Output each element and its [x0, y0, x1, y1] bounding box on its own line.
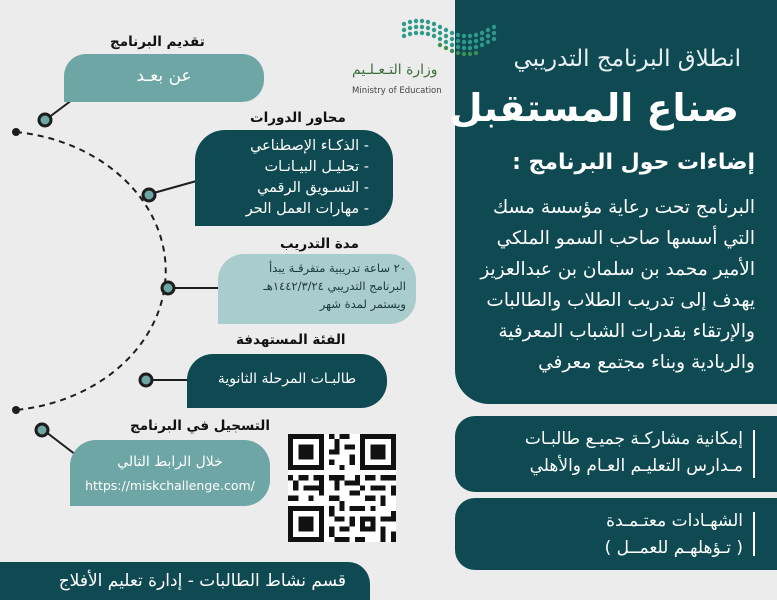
ministry-name-english: Ministry of Education — [352, 86, 442, 96]
description-line: الأمير محمد بن سلمان بن عبدالعزيز — [480, 259, 755, 280]
qr-code-icon[interactable] — [288, 434, 396, 542]
duration-line: ٢٠ ساعة تدريبية متفرقـة يبدأ — [269, 261, 406, 275]
topic-item: - الذكـاء الإصطناعي — [250, 138, 369, 154]
duration-heading: مدة التدريب — [280, 236, 359, 252]
certificates-line: ( تـؤهلهـم للعمــل ) — [604, 538, 743, 558]
footer-text: قسم نشاط الطالبات - إدارة تعليم الأفلاج — [58, 571, 346, 591]
program-description — [455, 192, 755, 378]
duration-line: البرنامج التدريبي ١٤٤٢/٣/٢٤هـ — [263, 279, 406, 293]
description-line: يهدف إلى تدريب الطلاب والطالبات — [486, 290, 755, 311]
eligibility-line: مـدارس التعليـم العـام والأهلي — [529, 456, 743, 476]
duration-pill — [218, 254, 416, 324]
topic-item: - تحليـل البيـانـات — [264, 159, 369, 175]
audience-pill — [187, 354, 387, 408]
registration-pill — [70, 440, 270, 506]
description-line: البرنامج تحت رعاية مؤسسة مسك — [492, 197, 755, 218]
topic-item: - مهارات العمل الحر — [245, 201, 369, 217]
registration-link[interactable]: https://miskchallenge.com/ — [85, 478, 255, 493]
accent-bar — [753, 512, 755, 556]
certificates-line: الشهـادات معتـمـدة — [606, 511, 743, 531]
delivery-value: عن بعـد — [136, 66, 192, 86]
program-name: صناع المستقبل — [449, 86, 739, 130]
topics-heading: محاور الدورات — [250, 110, 346, 126]
audience-value: طالبـات المرحلة الثانوية — [217, 371, 357, 387]
program-launch-title: انطلاق البرنامج التدريبي — [513, 46, 741, 72]
audience-heading: الفئة المستهدفة — [236, 332, 346, 348]
delivery-pill — [64, 54, 264, 102]
registration-heading: التسجيل في البرنامج — [130, 418, 270, 434]
ministry-name-arabic: وزارة التـعـلـيم — [352, 62, 438, 78]
description-line: والإرتقاء بقدرات الشباب المعرفية — [498, 321, 755, 342]
eligibility-line: إمكانية مشاركـة جميـع طالبـات — [524, 429, 743, 449]
eligibility-box — [455, 416, 777, 492]
accent-bar — [753, 430, 755, 478]
description-line: والريادية وبناء مجتمع معرفي — [538, 352, 755, 373]
registration-text: خلال الرابط التالي — [117, 454, 223, 470]
description-line: التي أسسها صاحب السمو الملكي — [496, 228, 755, 249]
footer-bar — [0, 562, 370, 600]
delivery-heading: تقديم البرنامج — [110, 34, 205, 50]
topics-pill — [195, 130, 393, 226]
duration-line: ويستمر لمدة شهر — [319, 297, 406, 311]
topic-item: - التسـويق الرقمي — [257, 180, 369, 196]
certificates-box — [455, 498, 777, 570]
highlights-heading: إضاءات حول البرنامج : — [512, 150, 755, 175]
